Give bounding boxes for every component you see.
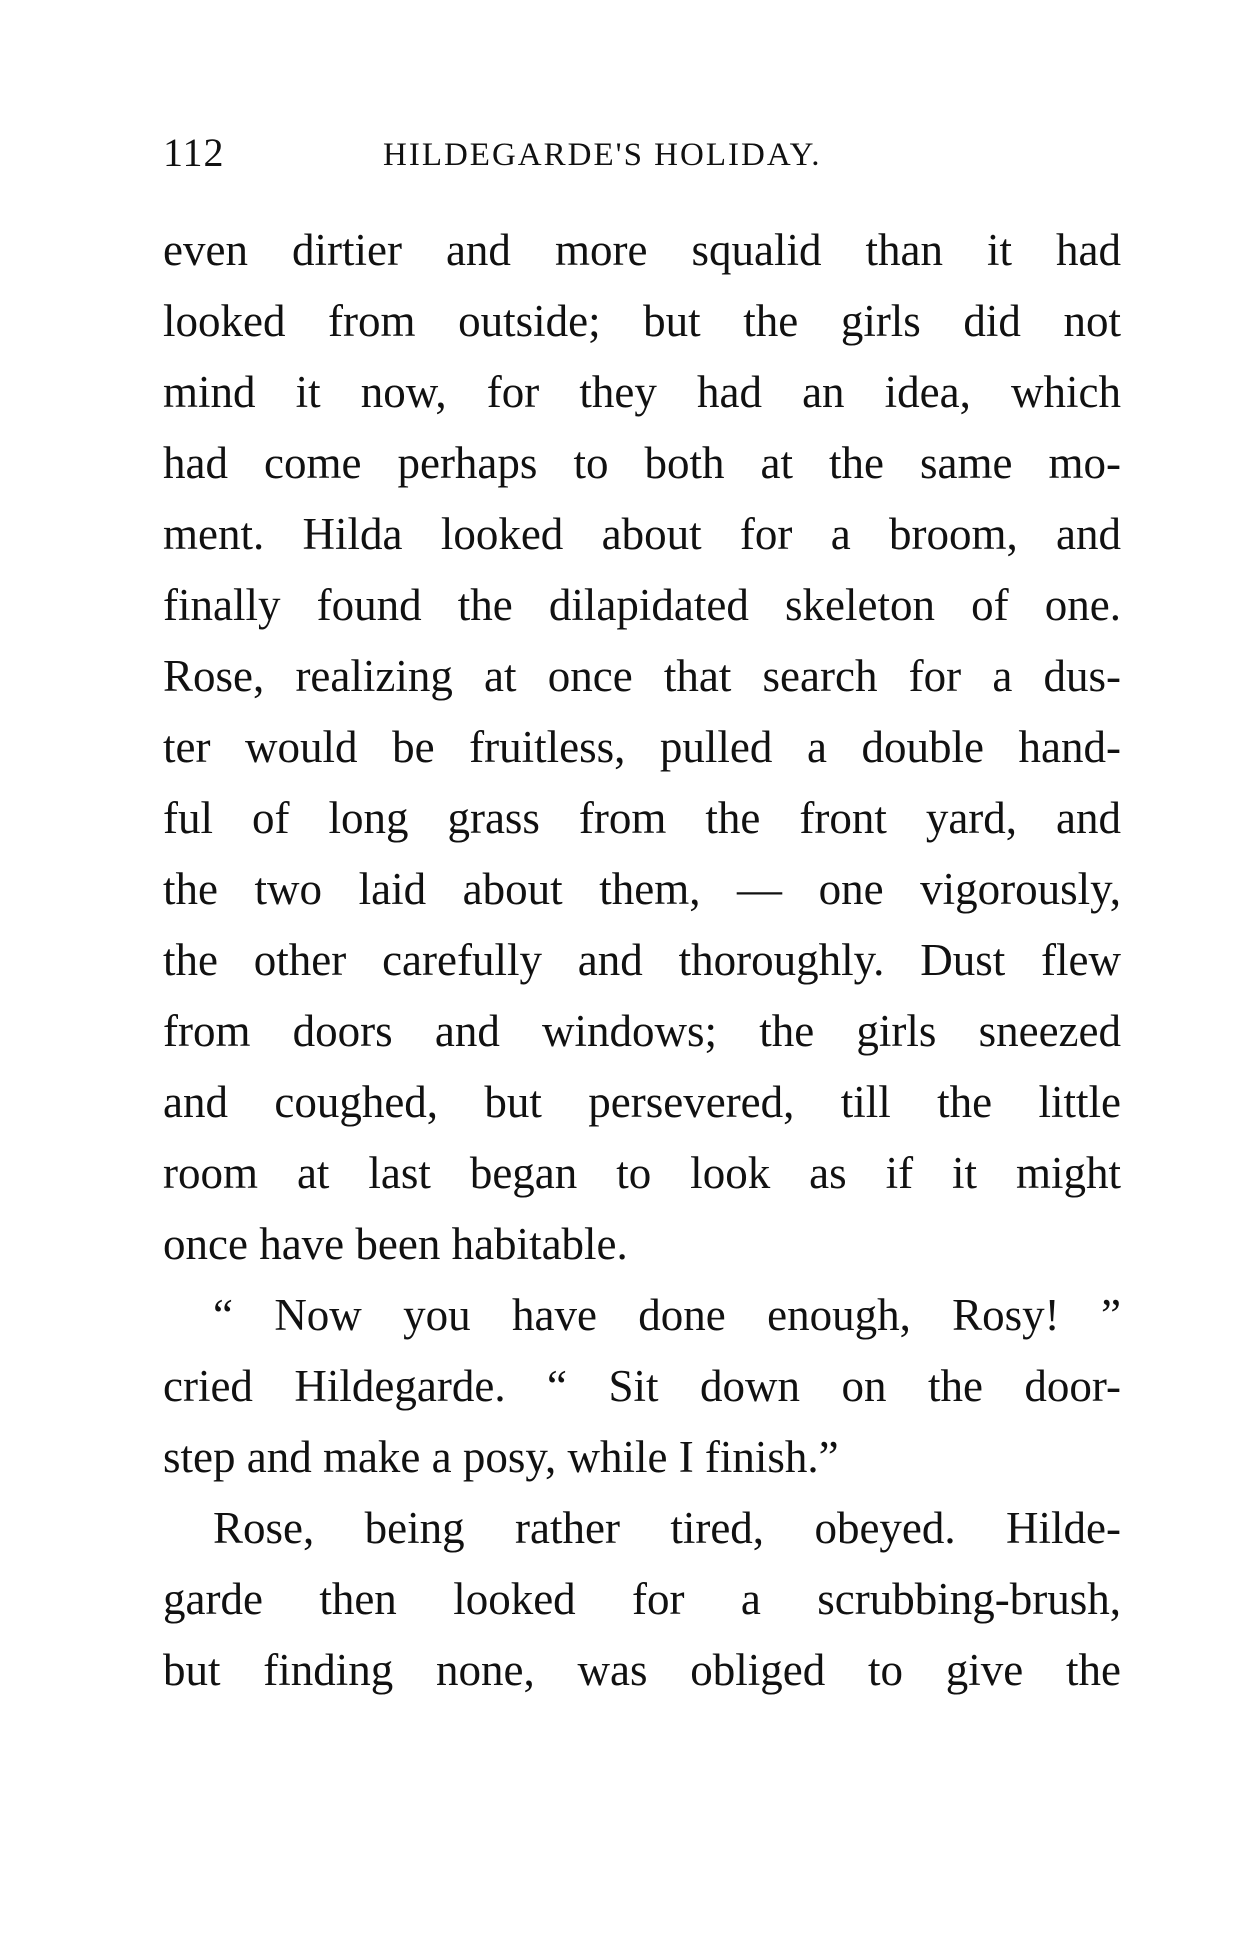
text-line: looked from outside; but the girls did not [163, 296, 1121, 346]
text-line: “ Now you have done enough, Rosy! ” [213, 1290, 1121, 1340]
running-title: HILDEGARDE'S HOLIDAY. [383, 137, 822, 173]
running-head [163, 128, 1121, 178]
text-line: finally found the dilapidated skeleton of one. [163, 580, 1121, 630]
text-line: Rose, being rather tired, obeyed. Hilde- [213, 1503, 1121, 1553]
text-line: ter would be fruitless, pulled a double hand- [163, 722, 1121, 772]
text-line: had come perhaps to both at the same mo- [163, 438, 1121, 488]
text-line: once have been habitable. [163, 1219, 628, 1269]
text-line: but finding none, was obliged to give the [163, 1645, 1121, 1695]
text-line: the two laid about them, — one vigorously, [163, 864, 1121, 914]
text-line: ment. Hilda looked about for a broom, and [163, 509, 1121, 559]
text-line: garde then looked for a scrubbing-brush, [163, 1574, 1121, 1624]
text-line: step and make a posy, while I finish.” [163, 1432, 839, 1482]
text-line: from doors and windows; the girls sneezed [163, 1006, 1121, 1056]
text-line: mind it now, for they had an idea, which [163, 367, 1121, 417]
text-line: ful of long grass from the front yard, and [163, 793, 1121, 843]
text-line: even dirtier and more squalid than it had [163, 225, 1121, 275]
page-number: 112 [163, 130, 225, 175]
text-line: and coughed, but persevered, till the little [163, 1077, 1121, 1127]
text-line: Rose, realizing at once that search for a dus- [163, 651, 1121, 701]
text-line: the other carefully and thoroughly. Dust flew [163, 935, 1121, 985]
text-line: room at last began to look as if it might [163, 1148, 1121, 1198]
body-text [163, 215, 1121, 1706]
text-line: cried Hildegarde. “ Sit down on the door- [163, 1361, 1121, 1411]
